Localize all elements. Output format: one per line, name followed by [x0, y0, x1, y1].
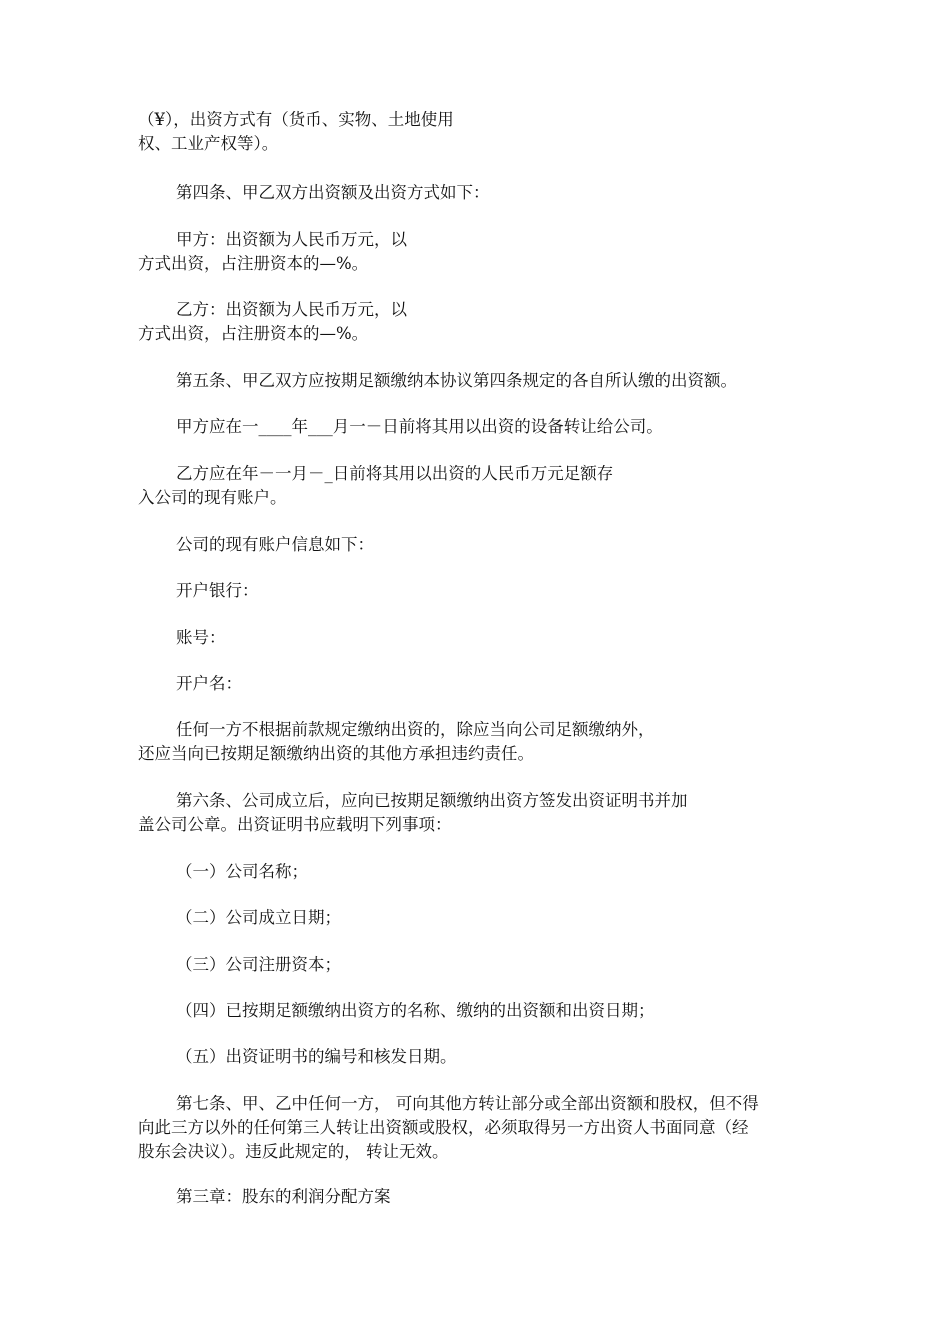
text-line: 公司的现有账户信息如下： — [176, 535, 374, 554]
text-line: （五）出资证明书的编号和核发日期。 — [176, 1047, 457, 1066]
text-line: 第六条、公司成立后，应向已按期足额缴纳出资方签发出资证明书并加 — [176, 791, 688, 810]
text-line: （四）已按期足额缴纳出资方的名称、缴纳的出资额和出资日期； — [176, 1001, 655, 1020]
list-item-4 — [138, 999, 838, 1023]
paragraph-account-number — [138, 626, 838, 650]
chapter-3-heading — [138, 1185, 838, 1209]
text-line: （¥），出资方式有（货币、实物、土地使用 — [138, 110, 454, 129]
text-line: 乙方应在年－一月－_日前将其用以出资的人民币万元足额存 — [176, 464, 614, 483]
text-line: （二）公司成立日期； — [176, 908, 341, 927]
text-line: 第四条、甲乙双方出资额及出资方式如下： — [176, 183, 490, 202]
text-line: 甲方：出资额为人民币万元，以 — [176, 230, 407, 249]
text-line: 第七条、甲、乙中任何一方， 可向其他方转让部分或全部出资额和股权，但不得 — [176, 1094, 759, 1113]
list-item-3 — [138, 953, 838, 977]
text-line: （一）公司名称； — [176, 862, 308, 881]
paragraph-party-a-deadline — [138, 415, 838, 439]
paragraph-article-7 — [138, 1092, 838, 1164]
text-line: 向此三方以外的任何第三人转让出资额或股权，必须取得另一方出资人书面同意（经 — [138, 1118, 749, 1137]
text-line: 方式出资，占注册资本的—%。 — [138, 254, 369, 273]
text-line: 任何一方不根据前款规定缴纳出资的，除应当向公司足额缴纳外， — [176, 720, 655, 739]
list-item-1 — [138, 860, 838, 884]
list-item-2 — [138, 906, 838, 930]
text-line: 方式出资，占注册资本的—%。 — [138, 324, 369, 343]
paragraph-article-5 — [138, 369, 838, 393]
text-line: 还应当向已按期足额缴纳出资的其他方承担违约责任。 — [138, 744, 534, 763]
text-line: 权、工业产权等）。 — [138, 134, 279, 153]
text-line: 甲方应在一____年___月一－日前将其用以出资的设备转让给公司。 — [176, 417, 663, 436]
text-line: 乙方：出资额为人民币万元，以 — [176, 300, 407, 319]
paragraph-party-a-capital — [138, 228, 838, 276]
paragraph-article-4 — [138, 181, 838, 205]
paragraph-capital-method — [138, 108, 838, 156]
text-line: 股东会决议）。违反此规定的， 转让无效。 — [138, 1142, 449, 1161]
paragraph-article-6 — [138, 789, 838, 837]
text-line: 入公司的现有账户。 — [138, 488, 287, 507]
paragraph-bank — [138, 579, 838, 603]
paragraph-account-name — [138, 672, 838, 696]
paragraph-party-b-capital — [138, 298, 838, 346]
paragraph-account-info — [138, 533, 838, 557]
list-item-5 — [138, 1045, 838, 1069]
text-line: 开户银行： — [176, 581, 259, 600]
text-line: （三）公司注册资本； — [176, 955, 341, 974]
text-line: 第五条、甲乙双方应按期足额缴纳本协议第四条规定的各自所认缴的出资额。 — [176, 371, 737, 390]
text-line: 账号： — [176, 628, 226, 647]
paragraph-breach — [138, 718, 838, 766]
text-line: 盖公司公章。出资证明书应载明下列事项： — [138, 815, 452, 834]
paragraph-party-b-deadline — [138, 462, 838, 510]
text-line: 开户名： — [176, 674, 242, 693]
text-line: 第三章：股东的利润分配方案 — [176, 1187, 391, 1206]
